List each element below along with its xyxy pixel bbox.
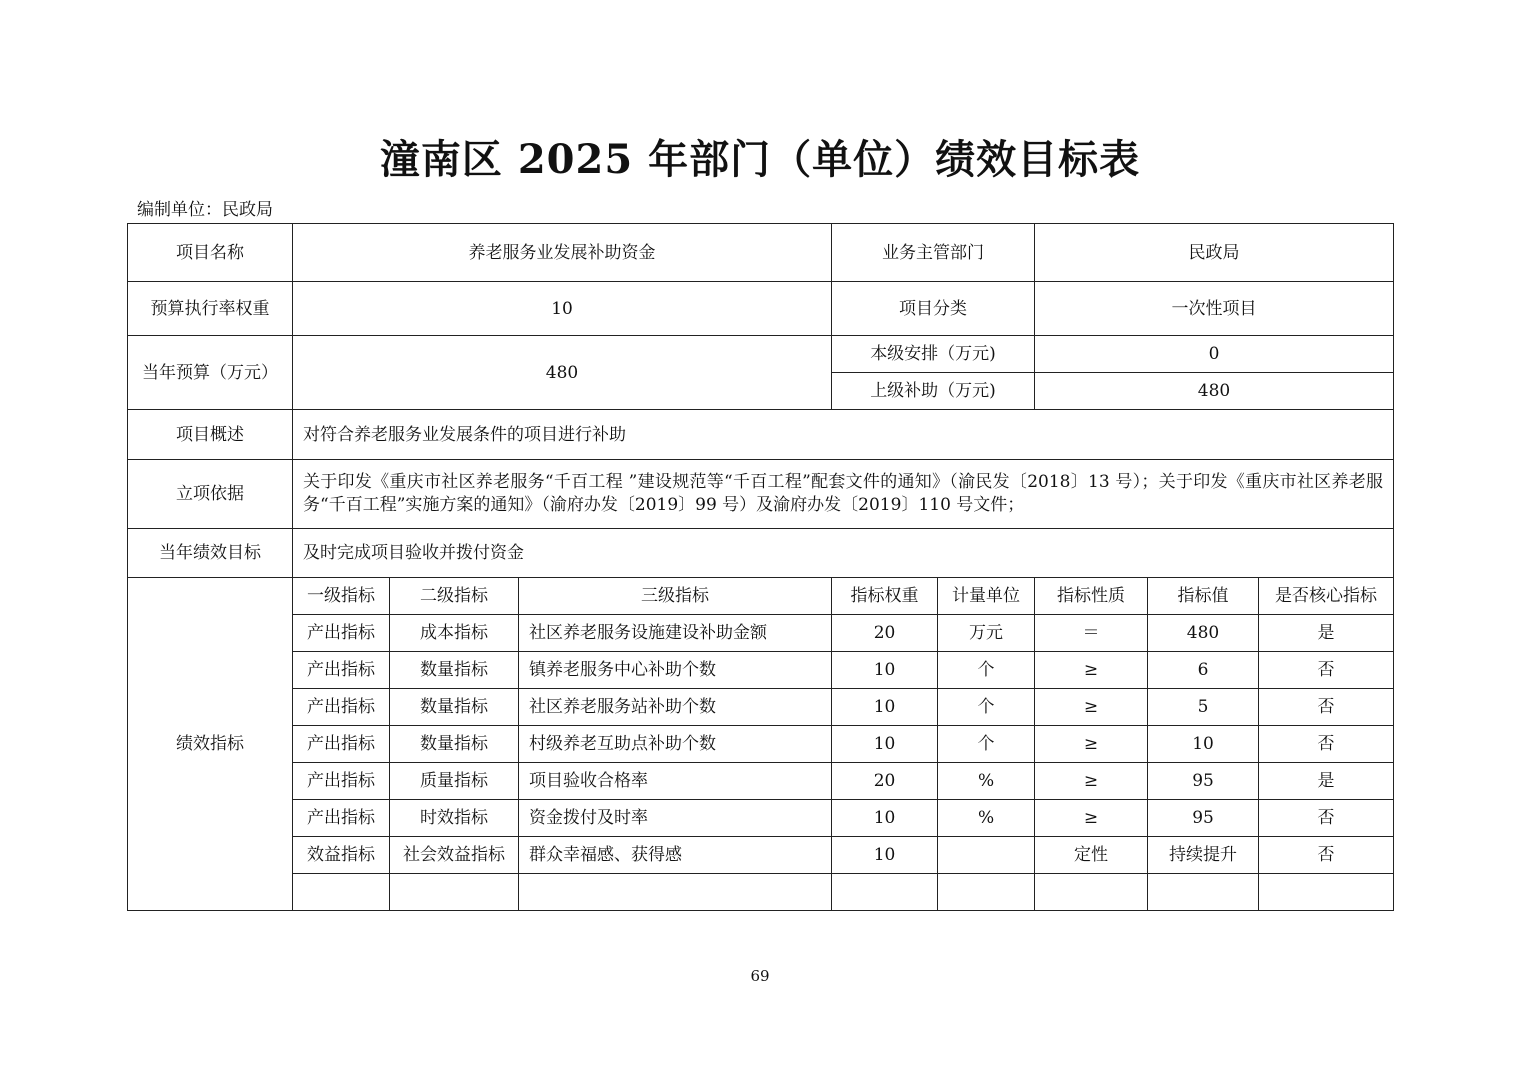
indicator-row-empty — [128, 874, 1394, 911]
value-cell: 95 — [1148, 800, 1259, 837]
basis-label: 立项依据 — [128, 460, 293, 529]
indicator-row — [128, 726, 1394, 763]
unit-cell: % — [938, 763, 1035, 800]
unit-cell: % — [938, 800, 1035, 837]
level1-cell: 产出指标 — [293, 763, 390, 800]
value-cell: 5 — [1148, 689, 1259, 726]
level1-cell: 效益指标 — [293, 837, 390, 874]
level1-cell: 产出指标 — [293, 726, 390, 763]
indicator-row — [128, 800, 1394, 837]
indicator-row — [128, 763, 1394, 800]
indicators-section-label: 绩效指标 — [128, 578, 293, 911]
level2-cell: 数量指标 — [390, 652, 519, 689]
indicator-row — [128, 689, 1394, 726]
weight-cell: 10 — [832, 726, 938, 763]
budget-value: 480 — [293, 336, 832, 410]
nature-cell: ＝ — [1035, 615, 1148, 652]
core-cell: 否 — [1259, 726, 1394, 763]
nature-cell: 定性 — [1035, 837, 1148, 874]
header-nature: 指标性质 — [1035, 578, 1148, 615]
unit-cell: 个 — [938, 726, 1035, 763]
header-core: 是否核心指标 — [1259, 578, 1394, 615]
local-funding-value: 0 — [1035, 336, 1394, 373]
core-cell: 否 — [1259, 689, 1394, 726]
level2-cell: 时效指标 — [390, 800, 519, 837]
level1-cell: 产出指标 — [293, 689, 390, 726]
core-cell: 否 — [1259, 652, 1394, 689]
core-cell: 是 — [1259, 615, 1394, 652]
weight-cell — [832, 874, 938, 911]
core-cell: 是 — [1259, 763, 1394, 800]
category-label: 项目分类 — [832, 282, 1035, 336]
value-cell — [1148, 874, 1259, 911]
header-level1: 一级指标 — [293, 578, 390, 615]
level3-cell — [519, 874, 832, 911]
indicator-row — [128, 837, 1394, 874]
level1-cell: 产出指标 — [293, 615, 390, 652]
level3-cell: 社区养老服务设施建设补助金额 — [519, 615, 832, 652]
weight-cell: 10 — [832, 652, 938, 689]
weight-cell: 20 — [832, 763, 938, 800]
goal-value: 及时完成项目验收并拨付资金 — [293, 529, 1394, 578]
local-funding-label: 本级安排（万元) — [832, 336, 1035, 373]
overview-value: 对符合养老服务业发展条件的项目进行补助 — [293, 410, 1394, 460]
weight-cell: 10 — [832, 800, 938, 837]
nature-cell: ≥ — [1035, 726, 1148, 763]
nature-cell — [1035, 874, 1148, 911]
value-cell: 10 — [1148, 726, 1259, 763]
level2-cell: 成本指标 — [390, 615, 519, 652]
level3-cell: 资金拨付及时率 — [519, 800, 832, 837]
dept-value: 民政局 — [1035, 224, 1394, 282]
unit-cell: 个 — [938, 652, 1035, 689]
level1-cell: 产出指标 — [293, 652, 390, 689]
level3-cell: 镇养老服务中心补助个数 — [519, 652, 832, 689]
indicator-row — [128, 615, 1394, 652]
compiling-unit: 编制单位：民政局 — [137, 200, 273, 220]
nature-cell: ≥ — [1035, 800, 1148, 837]
indicator-row — [128, 652, 1394, 689]
page-number: 69 — [750, 967, 770, 985]
nature-cell: ≥ — [1035, 763, 1148, 800]
core-cell: 否 — [1259, 800, 1394, 837]
level2-cell — [390, 874, 519, 911]
level2-cell: 数量指标 — [390, 726, 519, 763]
header-weight: 指标权重 — [832, 578, 938, 615]
performance-target-table — [127, 223, 1394, 911]
weight-label: 预算执行率权重 — [128, 282, 293, 336]
level2-cell: 数量指标 — [390, 689, 519, 726]
unit-cell: 个 — [938, 689, 1035, 726]
goal-label: 当年绩效目标 — [128, 529, 293, 578]
level1-cell: 产出指标 — [293, 800, 390, 837]
header-level2: 二级指标 — [390, 578, 519, 615]
level3-cell: 项目验收合格率 — [519, 763, 832, 800]
value-cell: 持续提升 — [1148, 837, 1259, 874]
weight-cell: 10 — [832, 837, 938, 874]
level3-cell: 社区养老服务站补助个数 — [519, 689, 832, 726]
value-cell: 6 — [1148, 652, 1259, 689]
header-unit: 计量单位 — [938, 578, 1035, 615]
unit-cell: 万元 — [938, 615, 1035, 652]
value-cell: 95 — [1148, 763, 1259, 800]
budget-label: 当年预算（万元） — [128, 336, 293, 410]
document-title: 潼南区 2025 年部门（单位）绩效目标表 — [379, 136, 1141, 183]
unit-cell — [938, 837, 1035, 874]
core-cell: 否 — [1259, 837, 1394, 874]
nature-cell: ≥ — [1035, 689, 1148, 726]
header-value: 指标值 — [1148, 578, 1259, 615]
upper-subsidy-label: 上级补助（万元) — [832, 373, 1035, 410]
weight-value: 10 — [293, 282, 832, 336]
level3-cell: 群众幸福感、获得感 — [519, 837, 832, 874]
project-name-value: 养老服务业发展补助资金 — [293, 224, 832, 282]
value-cell: 480 — [1148, 615, 1259, 652]
basis-value: 关于印发《重庆市社区养老服务“千百工程 ”建设规范等“千百工程”配套文件的通知》（渝民发〔2018〕13 号）；关于印发《重庆市社区养老服务“千百工程”实施方案的通知》（渝府办发〔2019〕99 号）及渝府办发〔2019〕110 号文件； — [293, 460, 1394, 529]
nature-cell: ≥ — [1035, 652, 1148, 689]
weight-cell: 10 — [832, 689, 938, 726]
dept-label: 业务主管部门 — [832, 224, 1035, 282]
upper-subsidy-value: 480 — [1035, 373, 1394, 410]
level2-cell: 社会效益指标 — [390, 837, 519, 874]
project-name-label: 项目名称 — [128, 224, 293, 282]
level2-cell: 质量指标 — [390, 763, 519, 800]
core-cell — [1259, 874, 1394, 911]
header-level3: 三级指标 — [519, 578, 832, 615]
category-value: 一次性项目 — [1035, 282, 1394, 336]
level1-cell — [293, 874, 390, 911]
overview-label: 项目概述 — [128, 410, 293, 460]
unit-cell — [938, 874, 1035, 911]
level3-cell: 村级养老互助点补助个数 — [519, 726, 832, 763]
weight-cell: 20 — [832, 615, 938, 652]
